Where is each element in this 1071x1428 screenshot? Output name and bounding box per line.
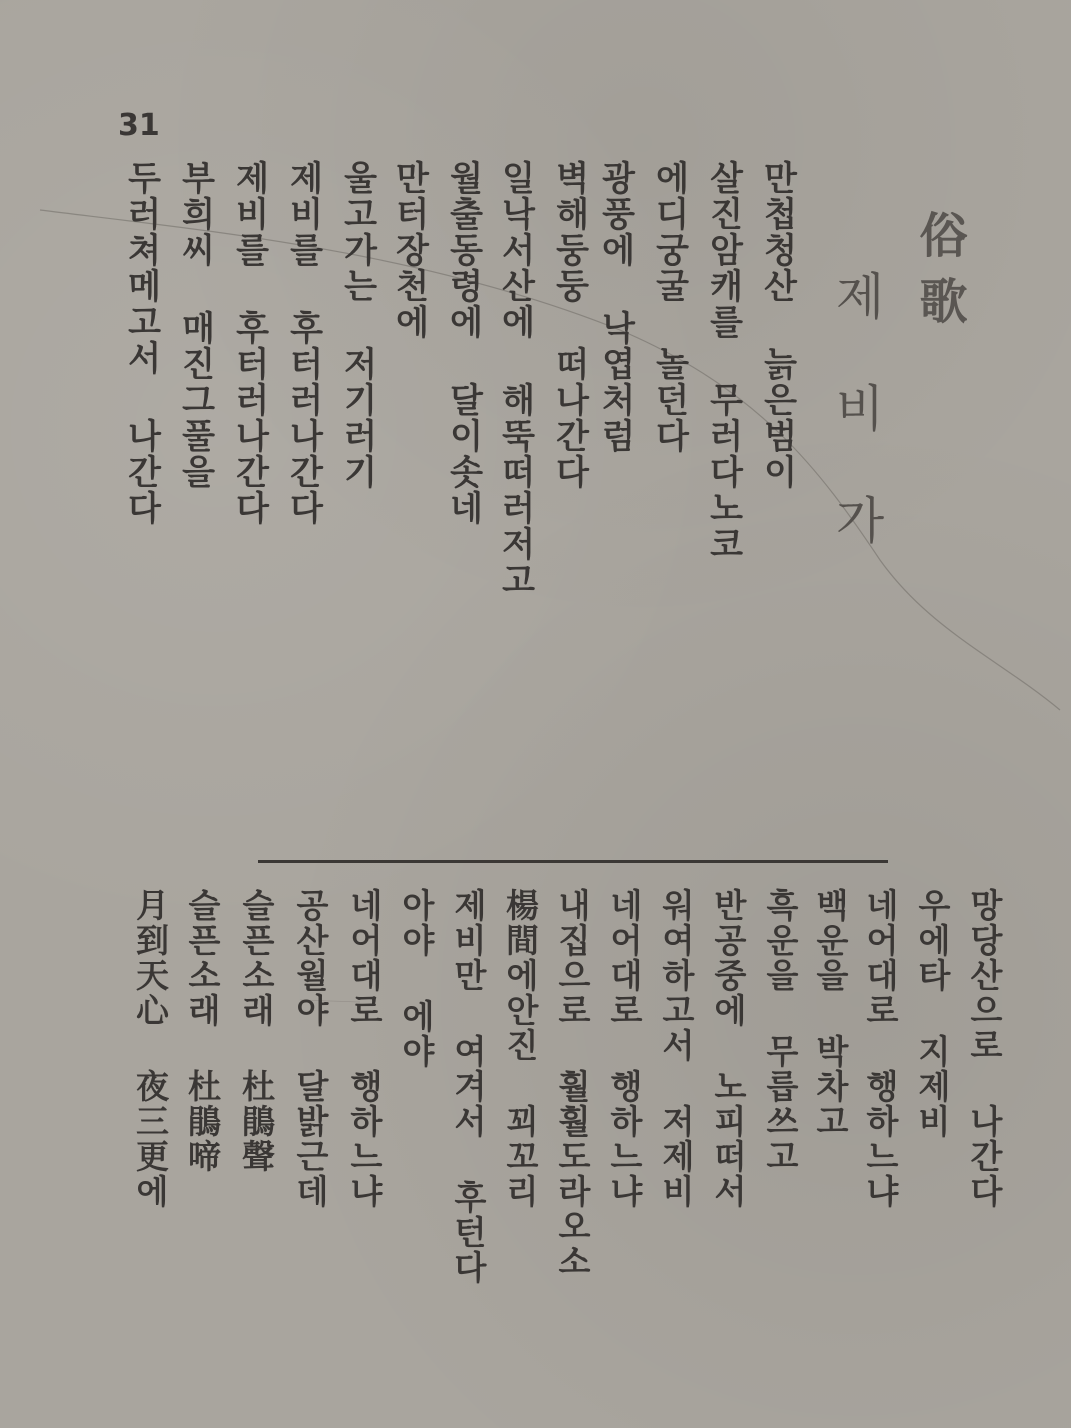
verse-line: 울고가는 저기러기 [337,160,377,490]
verse-line: 광풍에 낙엽처럼 [595,160,635,454]
verse-line: 月到天心 夜三更에 [131,888,170,1209]
verse-line: 만첩청산 늙은범이 [757,160,797,490]
title-hanja: 俗歌 [911,210,967,342]
section-divider [258,860,888,863]
page-number: 31 [118,108,160,143]
verse-line: 흑운을 무릅쓰고 [761,888,800,1174]
verse-line: 망당산으로 나간다 [965,888,1004,1209]
verse-line: 두러쳐메고서 나간다 [121,160,161,526]
verse-line: 반공중에 노피떠서 [709,888,748,1209]
verse-line: 제비만 여겨서 후턴다 [449,888,488,1285]
verse-line: 백운을 박차고 [811,888,850,1139]
verse-line: 워여하고서 저제비 [657,888,696,1209]
verse-line: 우에타 지제비 [913,888,952,1139]
verse-line: 만터장천에 [389,160,429,340]
verse-line: 아야 에야 [397,888,436,1069]
verse-line: 네어대로 행하느냐 [605,888,644,1209]
verse-line: 벽해둥둥 떠나간다 [549,160,589,490]
verse-line: 제비를 후터러나간다 [283,160,323,526]
verse-line: 슬픈소래 杜鵑聲 [237,888,276,1174]
verse-line: 楊間에안진 꾀꼬리 [501,888,540,1209]
verse-line: 에디궁굴 놀던다 [649,160,689,454]
verse-line: 제비를 후터러나간다 [229,160,269,526]
verse-line: 공산월야 달밝근데 [291,888,330,1209]
verse-line: 네어대로 행하느냐 [861,888,900,1209]
verse-line: 네어대로 행하느냐 [345,888,384,1209]
verse-line: 슬픈소래 杜鵑啼 [183,888,222,1174]
verse-line: 부희씨 매진그풀을 [175,160,215,490]
title-korean: 제비가 [827,270,885,606]
verse-line: 살진암캐를 무러다노코 [703,160,743,562]
verse-line: 내집으로 훨훨도라오소 [553,888,592,1279]
verse-line: 일낙서산에 해뚝떠러저고 [495,160,535,598]
verse-line: 월출동령에 달이솟네 [443,160,483,526]
